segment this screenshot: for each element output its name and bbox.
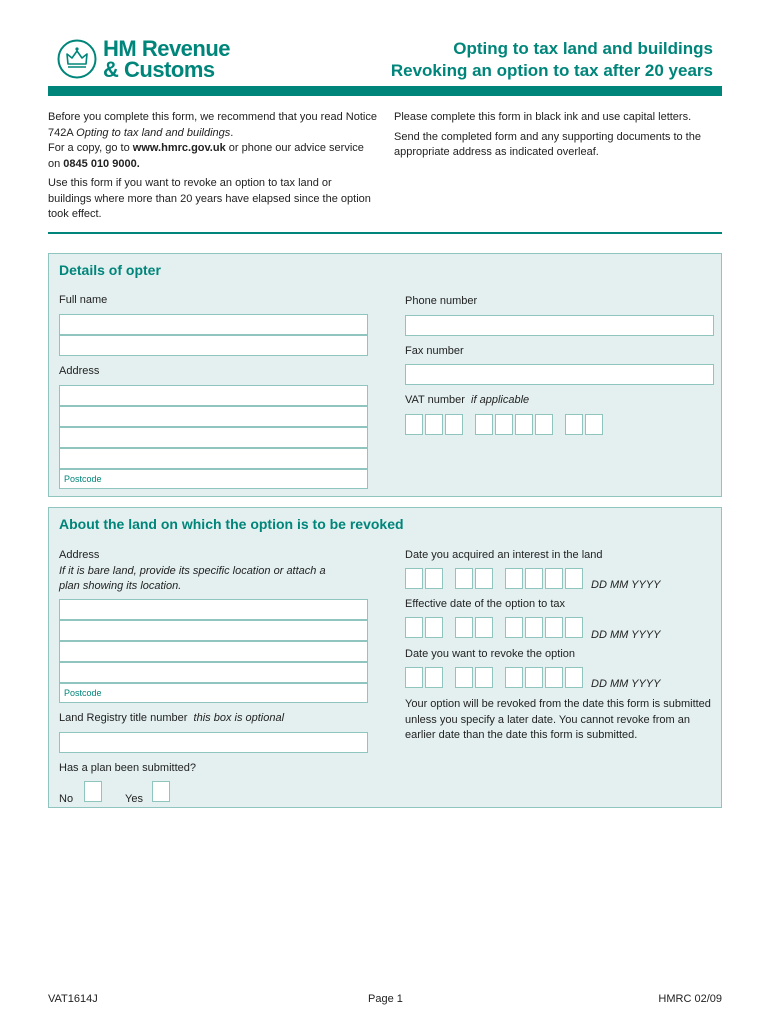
land-address-label: Address	[59, 549, 100, 561]
date-acquired-digit[interactable]	[455, 568, 473, 589]
date-acquired-format	[591, 579, 660, 591]
vat-label	[405, 394, 529, 406]
postcode-label: Postcode	[64, 474, 102, 484]
effective-date-label: Effective date of the option to tax	[405, 598, 566, 610]
effective-date-digit[interactable]	[405, 617, 423, 638]
hmrc-logo	[57, 38, 230, 80]
land-address-note-text: If it is bare land, provide its specific location or attach a plan showing its location.	[59, 565, 326, 592]
effective-date-digit[interactable]	[455, 617, 473, 638]
revoke-date-digit[interactable]	[425, 667, 443, 688]
advice-phone-number: 0845 010 9000.	[63, 157, 140, 170]
date-format-hint: DD MM YYYY	[591, 678, 661, 690]
address-input-3[interactable]	[59, 427, 368, 448]
ink-instruction: Please complete this form in black ink and use capital letters.	[394, 111, 692, 123]
intro-text: .	[230, 126, 234, 139]
address-input-1[interactable]	[59, 385, 368, 406]
land-address-input-3[interactable]	[59, 641, 368, 662]
land-details-heading: About the land on which the option is to be revoked	[59, 516, 404, 532]
effective-date-digit[interactable]	[425, 617, 443, 638]
vat-label-text: VAT number	[405, 394, 465, 406]
title-line-2: Revoking an option to tax after 20 years	[390, 61, 713, 80]
address-input-2[interactable]	[59, 406, 368, 427]
date-acquired-digit[interactable]	[475, 568, 493, 589]
vat-digit-box[interactable]	[405, 414, 423, 435]
hmrc-website-link[interactable]: www.hmrc.gov.uk	[132, 142, 226, 154]
vat-digit-box[interactable]	[425, 414, 443, 435]
vat-digit-box[interactable]	[495, 414, 513, 435]
revoke-date-digit[interactable]	[455, 667, 473, 688]
land-postcode-label: Postcode	[64, 688, 102, 698]
date-acquired-label: Date you acquired an interest in the land	[405, 549, 603, 561]
logo-line-2: & Customs	[103, 57, 215, 82]
revoke-date-digit[interactable]	[565, 667, 583, 688]
vat-digit-box[interactable]	[565, 414, 583, 435]
form-code: VAT1614J	[48, 993, 98, 1005]
vat-digit-box[interactable]	[475, 414, 493, 435]
revoke-date-digit[interactable]	[525, 667, 543, 688]
effective-date-digit[interactable]	[545, 617, 563, 638]
full-name-label: Full name	[59, 294, 108, 306]
date-format-hint: DD MM YYYY	[591, 629, 661, 641]
postcode-input[interactable]	[59, 469, 368, 489]
intro-text: or phone our advice service on	[48, 142, 364, 170]
land-postcode-input[interactable]	[59, 683, 368, 703]
revoke-date-digit[interactable]	[505, 667, 523, 688]
date-acquired-digit[interactable]	[565, 568, 583, 589]
date-acquired-digit[interactable]	[425, 568, 443, 589]
plan-no-label: No	[59, 793, 74, 805]
intro-text: Before you complete this form, we recommend that you read Notice 742A	[48, 111, 377, 139]
land-address-input-1[interactable]	[59, 599, 368, 620]
land-details-panel	[48, 507, 722, 808]
fax-label: Fax number	[405, 345, 464, 357]
vat-note: if applicable	[471, 394, 530, 406]
send-instruction: Send the completed form and any supporting documents to the appropriate address as indicated overleaf.	[394, 130, 701, 158]
phone-input[interactable]	[405, 315, 714, 336]
phone-label: Phone number	[405, 295, 478, 307]
land-registry-label-text: Land Registry title number	[59, 712, 188, 724]
land-address-input-4[interactable]	[59, 662, 368, 683]
header-bar	[48, 86, 722, 96]
effective-date-format	[591, 629, 660, 641]
plan-question: Has a plan been submitted?	[59, 762, 196, 774]
date-acquired-digit[interactable]	[505, 568, 523, 589]
details-of-opter-panel	[48, 253, 722, 497]
plan-yes-label: Yes	[125, 793, 143, 805]
land-address-input-2[interactable]	[59, 620, 368, 641]
effective-date-digit[interactable]	[565, 617, 583, 638]
date-format-hint: DD MM YYYY	[591, 579, 661, 591]
vat-digit-box[interactable]	[515, 414, 533, 435]
intro-paragraph-1	[48, 110, 378, 172]
plan-yes-checkbox[interactable]	[152, 781, 170, 802]
land-registry-note: this box is optional	[193, 712, 285, 724]
page-number: Page 1	[368, 993, 403, 1005]
date-acquired-digit[interactable]	[405, 568, 423, 589]
intro-right	[394, 110, 724, 165]
notice-title: Opting to tax land and buildings	[76, 126, 231, 139]
full-name-input-2[interactable]	[59, 335, 368, 356]
effective-date-digit[interactable]	[505, 617, 523, 638]
revoke-note: Your option will be revoked from the date this form is submitted unless you specify a later date. You cannot revoke from an earlier date than the date this form is submitted.	[405, 698, 711, 741]
vat-digit-box[interactable]	[585, 414, 603, 435]
intro-text: For a copy, go to	[48, 142, 133, 154]
crown-crest-icon	[57, 39, 97, 79]
details-of-opter-heading: Details of opter	[59, 262, 161, 278]
address-label: Address	[59, 365, 100, 377]
page-title	[391, 38, 713, 82]
vat-digit-box[interactable]	[445, 414, 463, 435]
revoke-date-digit[interactable]	[405, 667, 423, 688]
revoke-date-format	[591, 678, 660, 690]
form-version: HMRC 02/09	[658, 993, 722, 1005]
fax-input[interactable]	[405, 364, 714, 385]
land-registry-input[interactable]	[59, 732, 368, 753]
vat-digit-box[interactable]	[535, 414, 553, 435]
date-acquired-digit[interactable]	[525, 568, 543, 589]
land-registry-label	[59, 712, 284, 724]
logo-line-1: HM Revenue	[103, 36, 231, 61]
section-divider	[48, 232, 722, 234]
revoke-date-digit[interactable]	[475, 667, 493, 688]
intro-left	[48, 110, 378, 227]
full-name-input-1[interactable]	[59, 314, 368, 335]
revoke-date-label: Date you want to revoke the option	[405, 648, 575, 660]
revoke-date-digit[interactable]	[545, 667, 563, 688]
land-address-note	[59, 564, 329, 594]
effective-date-digit[interactable]	[475, 617, 493, 638]
date-acquired-digit[interactable]	[545, 568, 563, 589]
address-input-4[interactable]	[59, 448, 368, 469]
title-line-1: Opting to tax land and buildings	[453, 39, 713, 58]
intro-paragraph-2: Use this form if you want to revoke an option to tax land or buildings where more than 20 years have elapsed since the option took effect.	[48, 177, 371, 220]
effective-date-digit[interactable]	[525, 617, 543, 638]
plan-no-checkbox[interactable]	[84, 781, 102, 802]
